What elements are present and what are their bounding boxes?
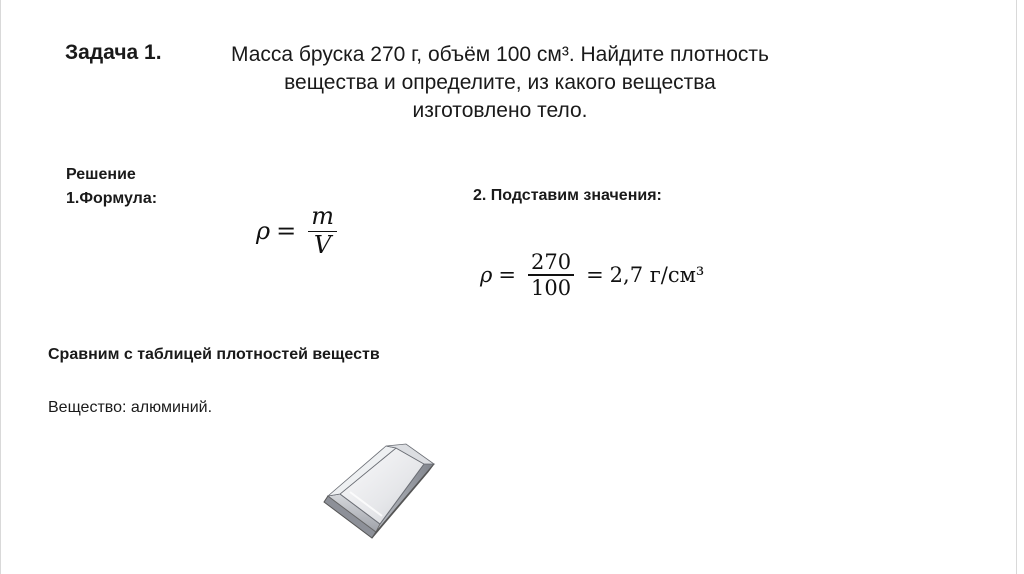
formula2-result: 2,7 г/см³ bbox=[609, 262, 705, 287]
slide-right-border bbox=[1016, 0, 1017, 574]
formula2-lhs: ρ bbox=[480, 262, 493, 287]
formula-numerator: m bbox=[311, 202, 334, 230]
task-text: Масса бруска 270 г, объём 100 см³. Найдите плотность вещества и определите, из какого вещества изготовлено тело. bbox=[230, 43, 769, 122]
compare-heading: Сравним с таблицей плотностей веществ bbox=[48, 346, 380, 363]
slide-left-border bbox=[0, 0, 1, 574]
formula2-fraction bbox=[528, 250, 574, 300]
substance-answer: Вещество: алюминий. bbox=[48, 399, 213, 416]
formula2-equals-result: = bbox=[586, 262, 604, 287]
metal-ingot-icon bbox=[316, 442, 442, 542]
substituted-formula bbox=[480, 250, 704, 300]
task-label: Задача 1. bbox=[65, 41, 162, 64]
formula2-numerator: 270 bbox=[530, 250, 572, 274]
step2-label: 2. Подставим значения: bbox=[473, 187, 662, 204]
density-formula bbox=[256, 203, 343, 260]
formula-equals: = bbox=[276, 217, 297, 246]
formula-denominator: V bbox=[313, 231, 332, 260]
formula2-denominator: 100 bbox=[530, 275, 572, 300]
solution-block bbox=[66, 163, 157, 211]
formula-fraction bbox=[308, 203, 337, 260]
step1-label: 1.Формула: bbox=[66, 190, 158, 207]
formula-lhs: ρ bbox=[256, 217, 271, 246]
solution-heading: Решение bbox=[66, 166, 136, 183]
formula2-equals: = bbox=[498, 262, 516, 287]
